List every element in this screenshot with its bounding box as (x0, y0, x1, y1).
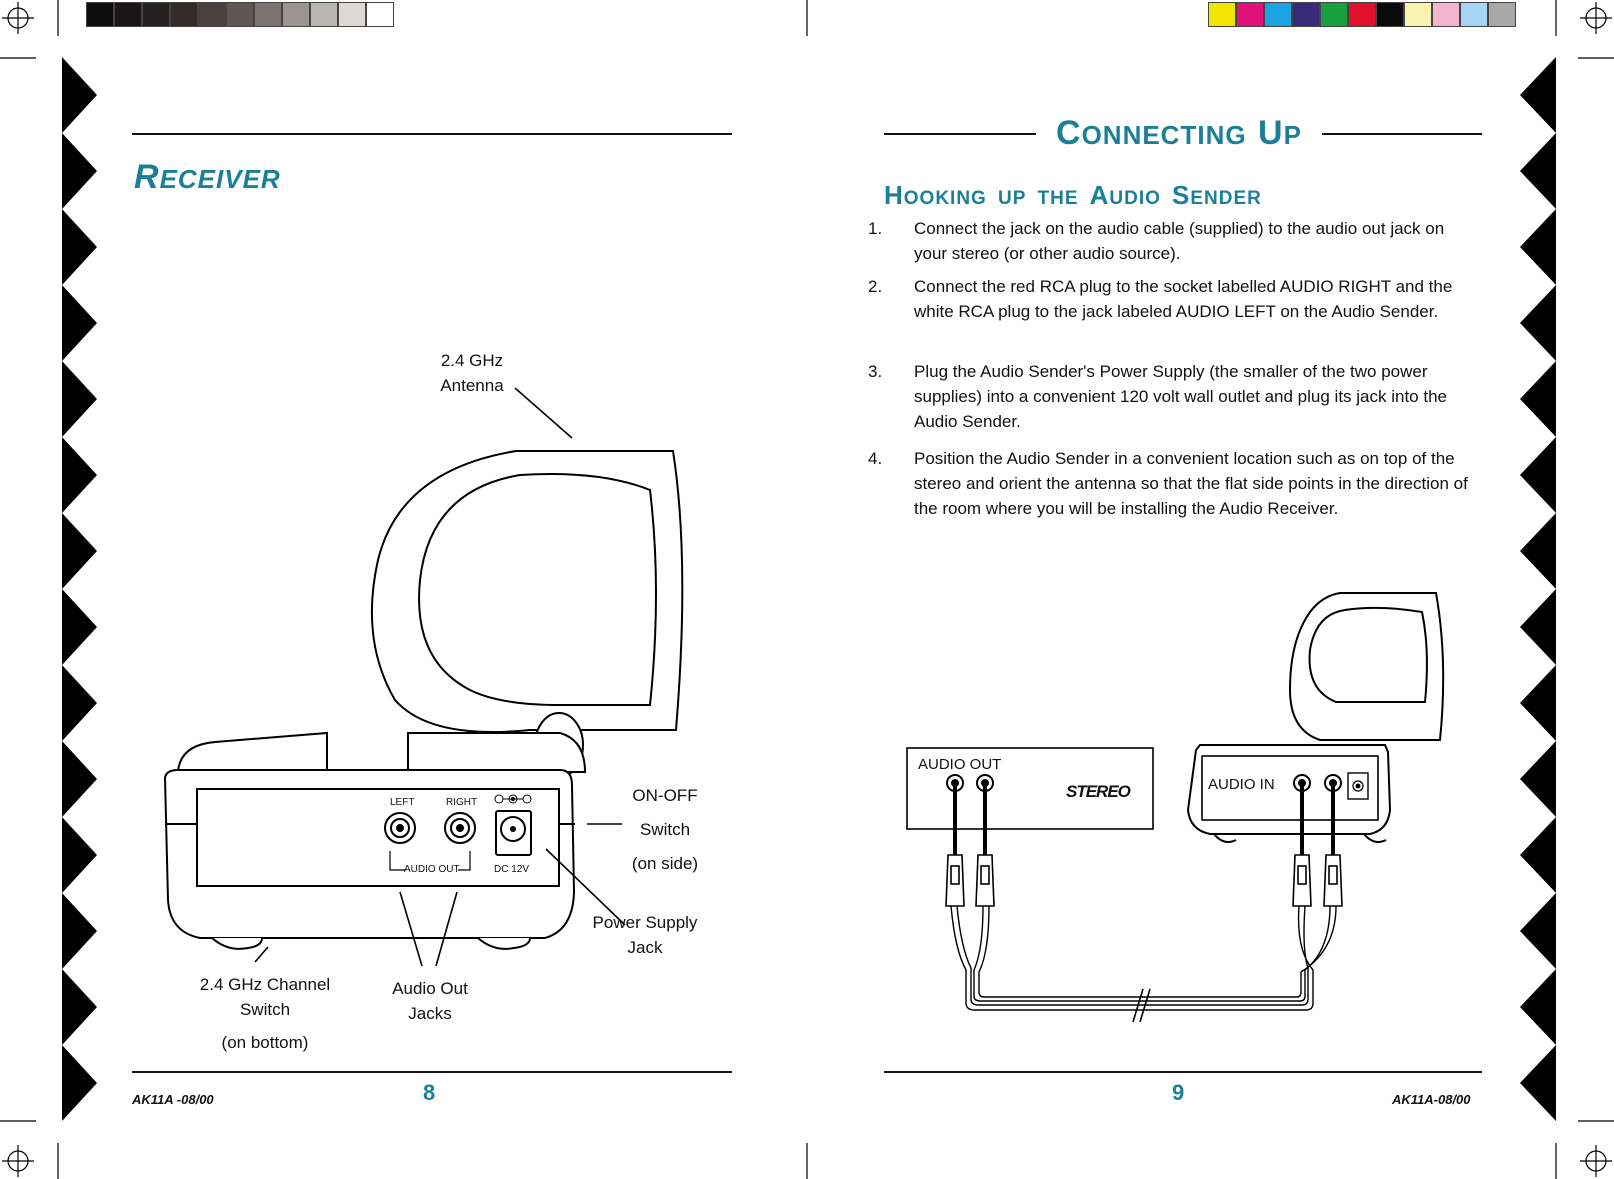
power-supply-label-line1: Power Supply (592, 913, 698, 932)
on-bottom-label (185, 1030, 345, 1055)
subtitle-s: S (1172, 180, 1191, 210)
channel-switch-label-line1: 2.4 GHz Channel (199, 975, 331, 994)
color-swatch (1404, 2, 1432, 27)
subtitle-h: H (884, 180, 904, 210)
left-page-number: 8 (423, 1080, 436, 1105)
subtitle-udio: UDIO (1109, 188, 1161, 209)
step-number: 3. (868, 362, 883, 381)
color-swatch (1376, 2, 1404, 27)
connecting-up-title (1056, 114, 1302, 153)
color-swatch (1208, 2, 1236, 27)
color-swatch (1348, 2, 1376, 27)
on-side-label (615, 851, 715, 876)
gray-swatch (114, 2, 142, 27)
right-page-number: 9 (1172, 1080, 1185, 1105)
connection-diagram (907, 593, 1443, 842)
connecting-title-p: P (1283, 120, 1302, 150)
color-swatch (1236, 2, 1264, 27)
color-swatch (1292, 2, 1320, 27)
color-swatch (1488, 2, 1516, 27)
antenna-label-line1: 2.4 GHz (440, 351, 504, 370)
gray-swatch (170, 2, 198, 27)
step-item (868, 446, 1488, 550)
step-number: 2. (868, 277, 883, 296)
left-top-rule (132, 133, 732, 135)
color-swatch (1320, 2, 1348, 27)
audio-out-jacks-label-line1: Audio Out (392, 979, 468, 998)
step-text: Plug the Audio Sender's Power Supply (the smaller of the two power supplies) into a convenient 120 volt wall outlet and plug its jack into the Audio Sender. (914, 362, 1447, 431)
right-footer-code: AK11A-08/00 (1392, 1092, 1471, 1107)
on-side-label-line1: (on side) (631, 854, 699, 873)
gray-swatch (338, 2, 366, 27)
connecting-title-c: C (1056, 114, 1082, 152)
color-swatch (1460, 2, 1488, 27)
connecting-title-onnecting: ONNECTING (1081, 120, 1247, 150)
step-item (868, 216, 1488, 268)
device-right-label: RIGHT (446, 797, 478, 808)
audio-out-jacks-label-line2: Jacks (408, 1004, 452, 1023)
connecting-title-u: U (1258, 114, 1284, 152)
color-swatch (1432, 2, 1460, 27)
switch-label (615, 817, 715, 842)
step-number: 4. (868, 449, 883, 468)
receiver-title-initial: R (134, 158, 160, 196)
stereo-label: STEREO (1066, 782, 1130, 801)
right-top-rule-left (884, 133, 1036, 135)
step-item (868, 359, 1488, 437)
receiver-title-rest: ECEIVER (159, 164, 281, 194)
power-supply-label (575, 910, 715, 960)
step-text: Connect the jack on the audio cable (supplied) to the audio out jack on your stereo (or other audio source). (914, 219, 1445, 263)
subtitle-up: UP (997, 188, 1027, 209)
antenna-label-line2: Antenna (440, 376, 504, 395)
on-off-label (615, 783, 715, 808)
left-footer-code: AK11A -08/00 (132, 1092, 214, 1107)
device-dc-label: DC 12V (494, 864, 530, 875)
channel-switch-label (180, 972, 350, 1022)
step-item (868, 274, 1488, 352)
gray-swatch (198, 2, 226, 27)
hooking-up-subtitle (884, 180, 1262, 211)
right-edge-pattern (1520, 57, 1556, 1121)
audio-out-jacks-label (375, 976, 485, 1026)
device-audio-out-label: AUDIO OUT (404, 864, 460, 875)
subtitle-a: A (1089, 180, 1110, 210)
left-edge-pattern (62, 57, 97, 1121)
stereo-audio-out-label: AUDIO OUT (918, 756, 1002, 773)
subtitle-the: THE (1037, 188, 1079, 209)
gray-swatch (310, 2, 338, 27)
step-number: 1. (868, 219, 883, 238)
power-supply-label-line2: Jack (627, 938, 663, 957)
color-swatch (1264, 2, 1292, 27)
on-off-label-line1: ON-OFF (632, 786, 698, 805)
device-left-label: LEFT (390, 797, 415, 808)
gray-swatch (226, 2, 254, 27)
receiver-title (134, 158, 281, 197)
antenna-label (412, 348, 532, 398)
gray-swatch (282, 2, 310, 27)
switch-label-line1: Switch (639, 820, 691, 839)
channel-switch-label-line2: Switch (239, 1000, 291, 1019)
gray-swatch (142, 2, 170, 27)
gray-swatch (86, 2, 114, 27)
left-bottom-rule (132, 1071, 732, 1073)
step-text: Position the Audio Sender in a convenient location such as on top of the stereo and orient the antenna so that the flat side points in the direction of the room where you will be installing the Audio Receiver. (914, 449, 1468, 518)
step-text: Connect the red RCA plug to the socket labelled AUDIO RIGHT and the white RCA plug to the jack labeled AUDIO LEFT on the Audio Sender. (914, 277, 1453, 321)
right-top-rule-right (1322, 133, 1482, 135)
on-bottom-label-line1: (on bottom) (221, 1033, 309, 1052)
gray-swatch (366, 2, 394, 27)
gray-swatch (254, 2, 282, 27)
sender-audio-in-label: AUDIO IN (1208, 776, 1275, 793)
subtitle-ender: ENDER (1190, 188, 1262, 209)
subtitle-ooking: OOKING (903, 188, 987, 209)
right-bottom-rule (884, 1071, 1482, 1073)
